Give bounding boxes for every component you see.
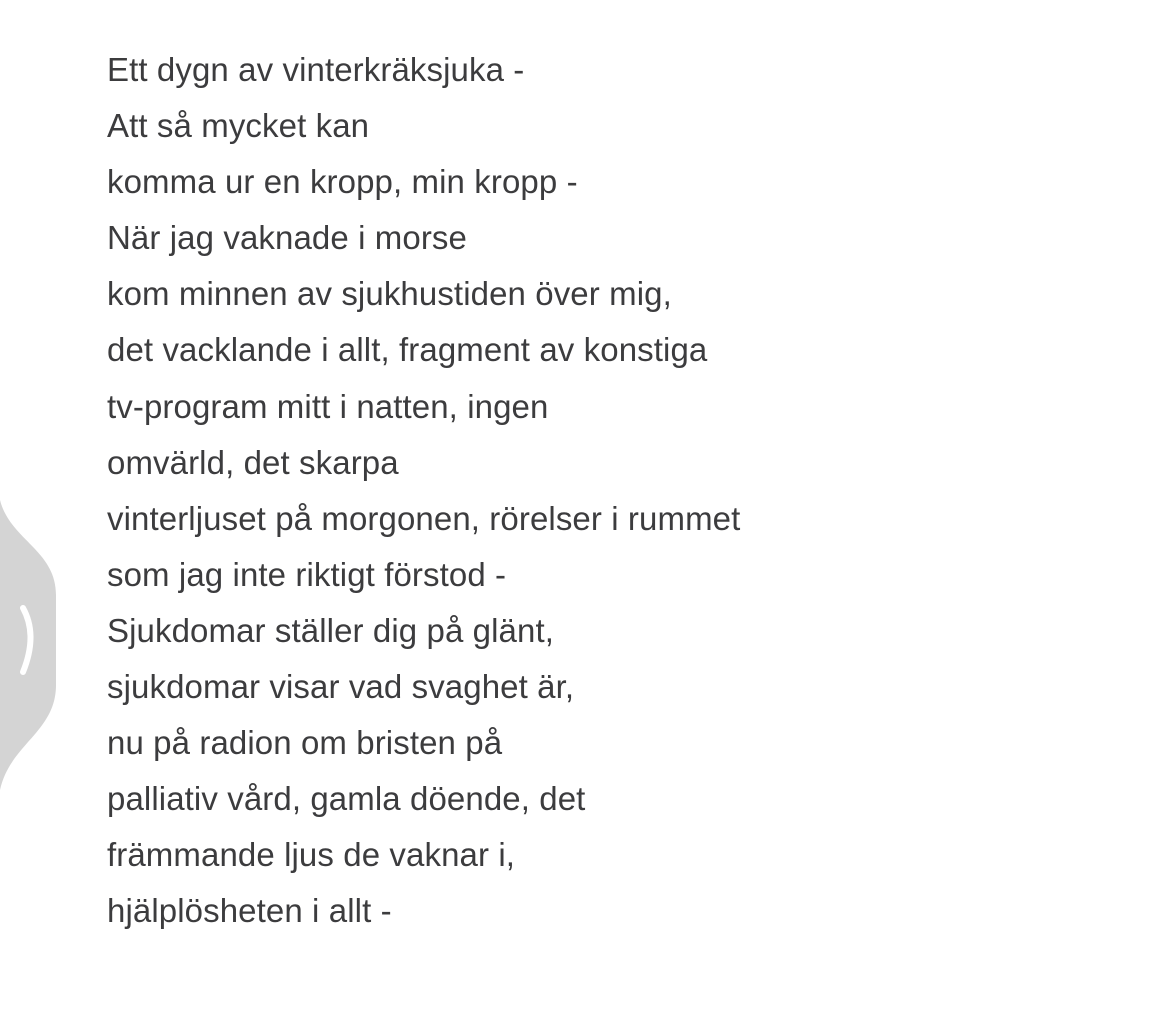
note-line: sjukdomar visar vad svaghet är, [107, 668, 575, 706]
note-line: När jag vaknade i morse [107, 219, 467, 257]
note-line: komma ur en kropp, min kropp - [107, 163, 578, 201]
note-line: Ett dygn av vinterkräksjuka - [107, 51, 525, 88]
note-line: tv-program mitt i natten, ingen [107, 387, 549, 425]
note-line: främmande ljus de vaknar i, [107, 836, 516, 874]
note-line: Att så mycket kan [107, 107, 370, 145]
note-line: nu på radion om bristen på [107, 724, 503, 762]
note-line: Sjukdomar ställer dig på glänt, [107, 611, 555, 649]
note-body[interactable] [107, 42, 1107, 940]
note-line: omvärld, det skarpa [107, 443, 399, 481]
note-line: hjälplösheten i allt - [107, 892, 392, 930]
sidebar-expand-handle[interactable] [0, 500, 60, 790]
sidebar-handle-shape [0, 500, 60, 790]
note-line: vinterljuset på morgonen, rörelser i rummet [107, 499, 741, 537]
note-line: kom minnen av sjukhustiden över mig, [107, 275, 672, 313]
note-line: det vacklande i allt, fragment av konstiga [107, 331, 708, 369]
note-line: som jag inte riktigt förstod - [107, 555, 507, 593]
note-line: palliativ vård, gamla döende, det [107, 780, 586, 818]
